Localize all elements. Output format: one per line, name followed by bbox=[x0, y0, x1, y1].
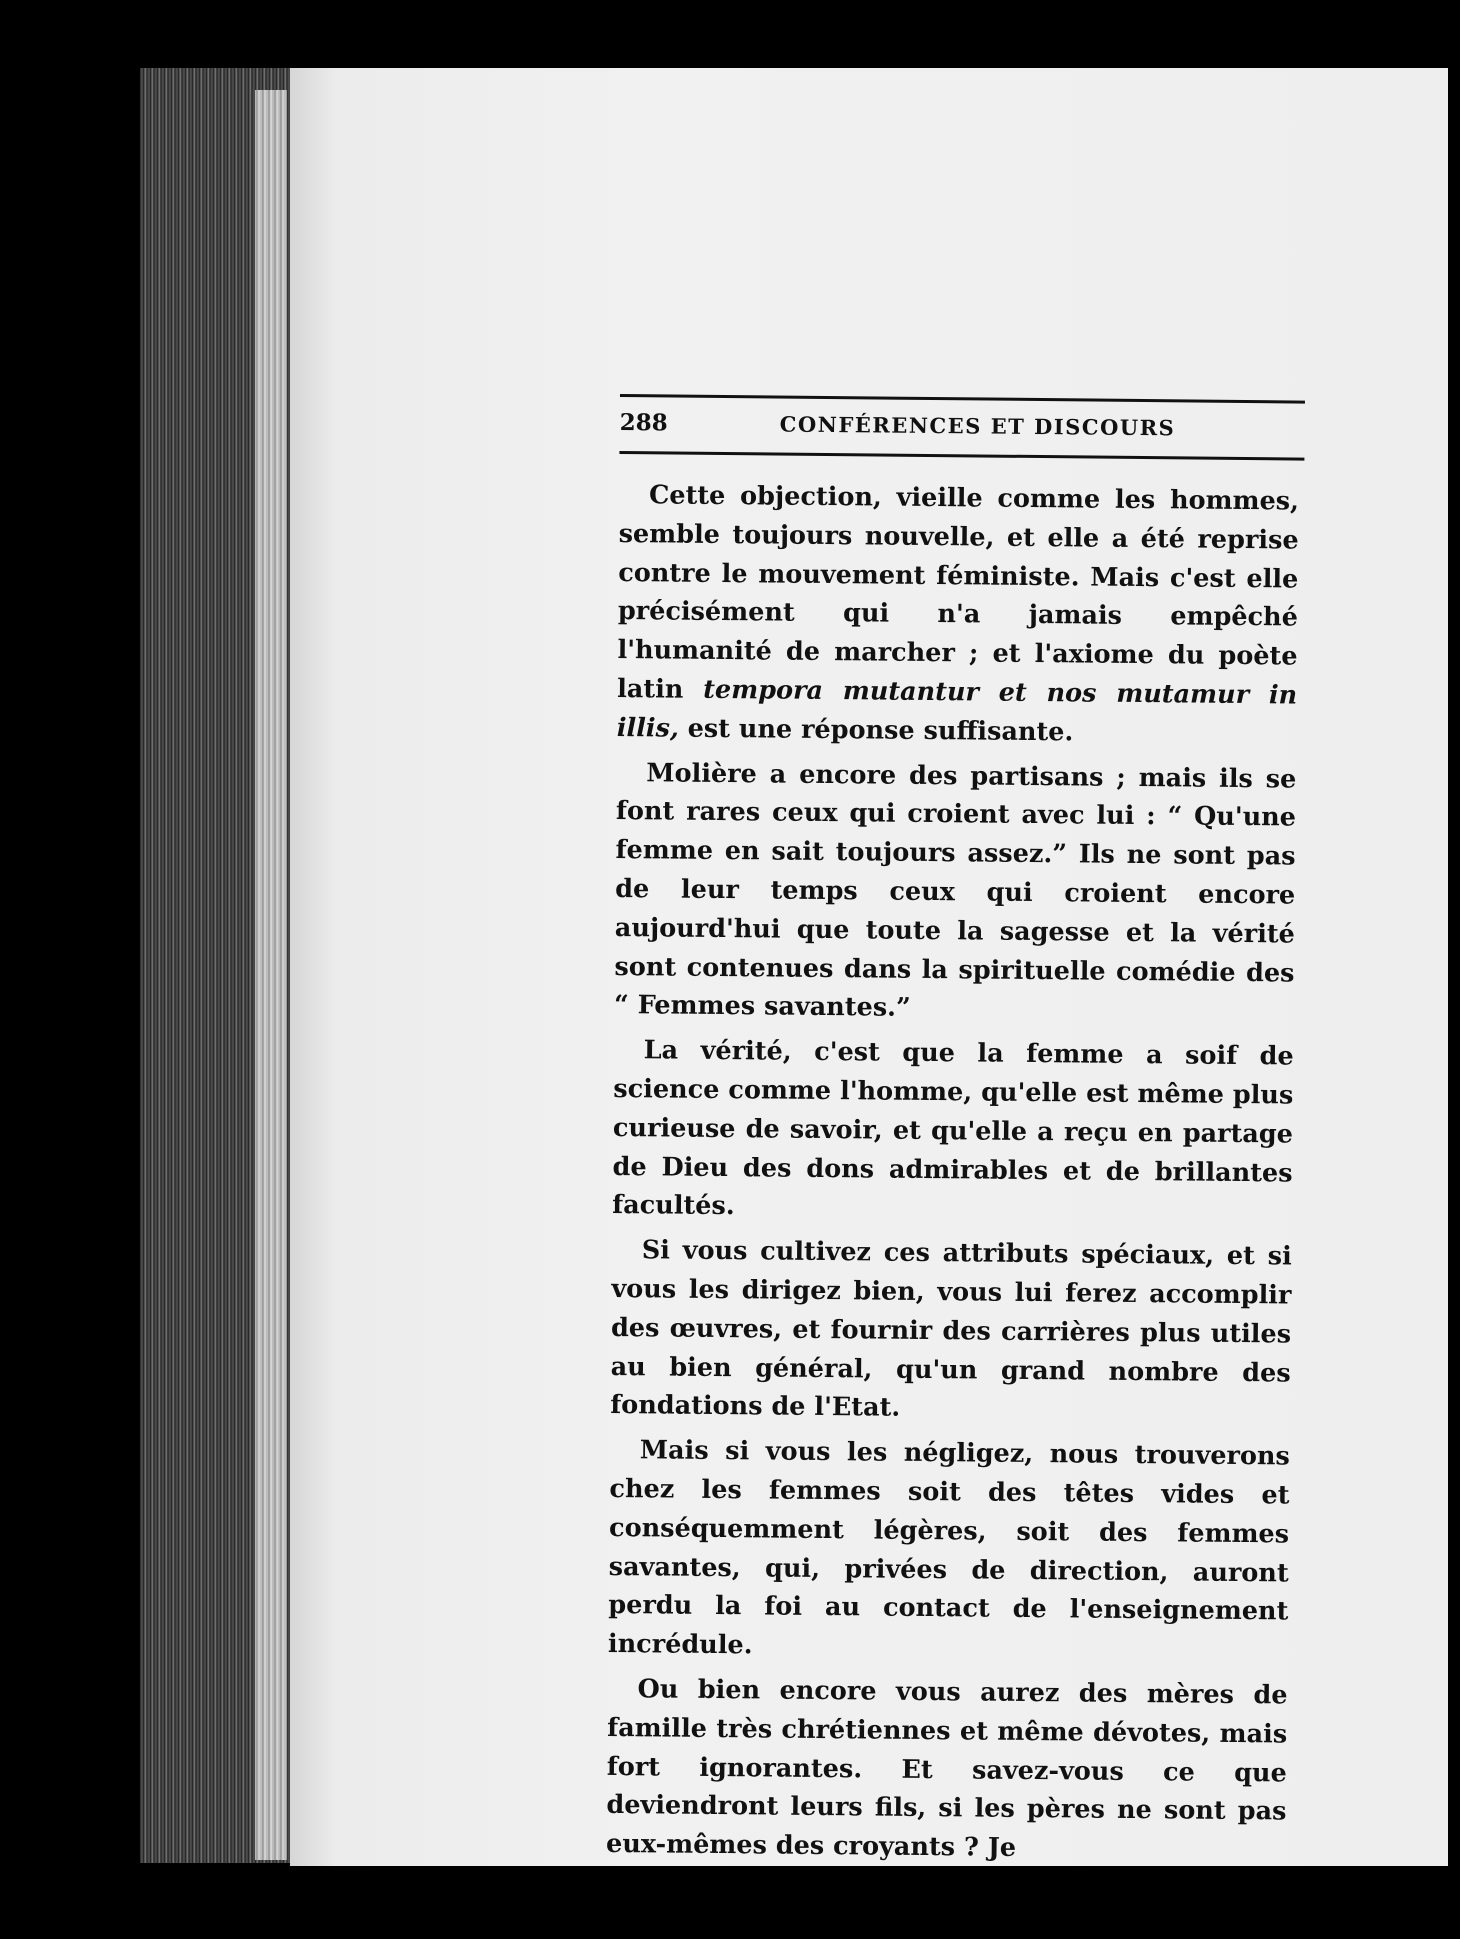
page-number: 288 bbox=[619, 408, 668, 437]
paragraph bbox=[617, 476, 1300, 754]
paragraph-text: est une réponse suffisante. bbox=[678, 713, 1074, 748]
running-title: CONFÉRENCES ET DISCOURS bbox=[779, 411, 1176, 441]
paragraph: Mais si vous les négligez, nous trouverons chez les femmes soit des têtes vides et conséquemment légères, soit des femmes savantes, qui, privées de direction, auront perdu la foi au contact de l'enseignement incrédule. bbox=[607, 1435, 1290, 1661]
header-rule-top bbox=[620, 394, 1305, 404]
book-page-edges-light bbox=[255, 90, 287, 1860]
page-content bbox=[606, 394, 1300, 1876]
header-rule-bottom bbox=[619, 451, 1304, 461]
latin-quote: tempora mutantur et nos mutamur in illis, bbox=[616, 674, 1298, 744]
paragraph: Si vous cultivez ces attributs spéciaux, et si vous les dirigez bien, vous lui ferez accomplir des œuvres, et fournir des carrières plus utiles au bien général, qu'un grand nombre des fondations de l'Etat. bbox=[610, 1235, 1292, 1424]
running-head bbox=[620, 409, 1300, 452]
paragraph: La vérité, c'est que la femme a soif de science comme l'homme, qu'elle est même plus curieuse de savoir, et qu'elle a reçu en partage de Dieu des dons admirables et de brillantes facultés. bbox=[612, 1035, 1294, 1222]
paragraph-text: Cette objection, vieille comme les hommes, semble toujours nouvelle, et elle a été reprise contre le mouvement féministe. Mais c'est elle précisément qui n'a jamais empêché l'humanité de marcher ; et l'axiome du poète latin bbox=[617, 480, 1300, 705]
paragraph: Ou bien encore vous aurez des mères de famille très chrétiennes et même dévotes, mais fort ignorantes. Et savez-vous ce que deviendront leurs fils, si les pères ne sont pas eux-mêmes des croyants ? Je bbox=[605, 1674, 1288, 1863]
paragraph: Molière a encore des partisans ; mais ils se font rares ceux qui croient avec lui : “ Qu'une femme en sait toujours assez.” Ils ne sont pas de leur temps ceux qui croient encore aujourd'hui que toute la sagesse et la vérité sont contenues dans la spirituelle comédie des “ Femmes savantes.” bbox=[613, 757, 1297, 1024]
book-page bbox=[290, 68, 1448, 1866]
